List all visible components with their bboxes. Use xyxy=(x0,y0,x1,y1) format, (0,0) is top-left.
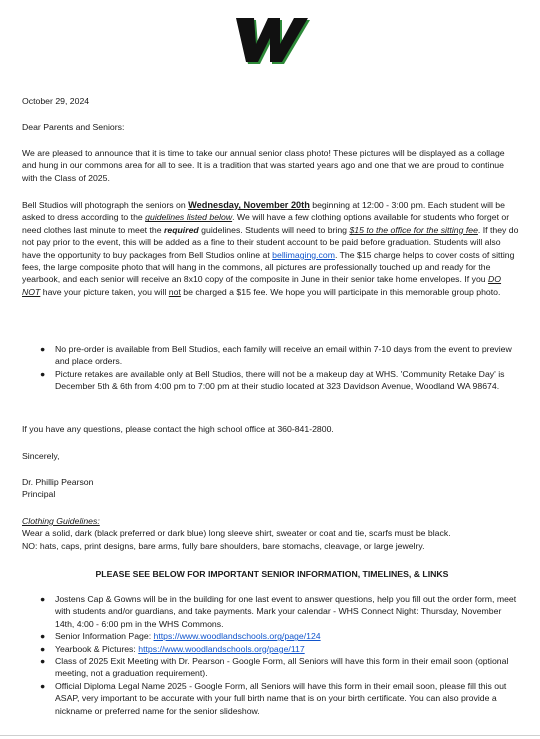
not-emphasis: not xyxy=(168,286,181,297)
closing: Sincerely, xyxy=(22,451,60,461)
bullet-icon: ● xyxy=(40,643,46,654)
signer-name: Dr. Phillip Pearson xyxy=(22,477,94,487)
list-item: ● No pre-order is available from Bell Studios, each family will receive an email within 7-10 days from the event to preview and place orders. xyxy=(40,344,512,367)
yearbook-link[interactable]: https://www.woodlandschools.org/page/117 xyxy=(138,643,305,654)
senior-info-list xyxy=(36,593,520,717)
senior-info-link[interactable]: https://www.woodlandschools.org/page/124 xyxy=(153,631,321,642)
list-item: ● Picture retakes are available only at Bell Studios, there will not be a makeup day at WHS. 'Community Retake Day' is December 5th & 6th from 4:00 pm to 7:00 pm at their studio located at 323 Davidson Avenue, Woodland WA 98674. xyxy=(40,368,505,392)
greeting: Dear Parents and Seniors: xyxy=(22,122,125,132)
bullet-icon: ● xyxy=(40,594,46,604)
bell-studios-paragraph: Bell Studios will photograph the seniors on Wednesday, November 20th beginning at 12:00 - 3:00 pm. Each student will be asked to dress according to the guidelines listed below. We will have a few clothing options available for students who forget or need clothes last minute to meet the required guidelines. Students will need to bring $15 to the office for the sitting fee. If they do not pay prior to the event, this will be added as a fine to their student account to be paid before graduation. Students will also have the opportunity to buy packages from Bell Studios online at bellimaging.com. The $15 charge helps to cover costs of sitting fees, the large composite photo that will hang in the commons, all pictures are professionally touched up and ready for the yearbook, and each senior will receive an 8x10 copy of the composite in June in their senior take home envelopes. If you DO NOT have your picture taken, you will not be charged a $15 fee. We hope you will participate in this memorable group photo. xyxy=(22,200,519,297)
intro-paragraph: We are pleased to announce that it is time to take our annual senior class photo! These pictures will be displayed as a collage and hung in our commons area for all to see. It is a tradition that was started years ago and one that we are proud to continue with the Class of 2025. xyxy=(22,148,505,183)
page-divider xyxy=(0,735,540,736)
list-item: ● Jostens Cap & Gowns will be in the building for one last event to answer questions, help you fill out the order form, meet with students and/or guardians, and take payments. Mark your calendar - WHS Connect Night: Thursday, November 14th, 4:00 - 6:00 pm in the WHS Commons. xyxy=(40,594,517,629)
list-item: ● Official Diploma Legal Name 2025 - Google Form, all Seniors will have this form in their email soon, please fill this out ASAP, very important to be accurate with your full birth name that is on your birth certificate. You can also provide a nickname or preferred name for the senior slideshow. xyxy=(40,680,507,716)
bullet-icon: ● xyxy=(40,680,46,691)
bullet-icon: ● xyxy=(40,631,46,642)
list-item: ● Class of 2025 Exit Meeting with Dr. Pearson - Google Form, all Seniors will have this form in their email soon (optional meeting, not a graduation requirement). xyxy=(40,656,509,679)
school-logo xyxy=(232,14,310,66)
w-logo-icon xyxy=(232,14,310,66)
do-not-emphasis: DO NOT xyxy=(22,274,502,297)
clothing-line: NO: hats, caps, print designs, bare arms, fully bare shoulders, bare stomachs, cleavage, or large jewelry. xyxy=(22,540,425,551)
letter-date: October 29, 2024 xyxy=(22,96,90,106)
questions-line: If you have any questions, please contact the high school office at 360-841-2800. xyxy=(22,424,334,434)
bellimaging-link[interactable]: bellimaging.com xyxy=(272,249,335,260)
bullet-icon: ● xyxy=(40,344,46,354)
sitting-fee: $15 to the office for the sitting fee xyxy=(349,224,478,235)
bullet-icon: ● xyxy=(40,368,46,379)
photo-date: Wednesday, November 20th xyxy=(188,200,310,210)
clothing-heading: Clothing Guidelines: xyxy=(22,516,100,526)
list-item: ● Yearbook & Pictures: https://www.woodlandschools.org/page/117 xyxy=(40,643,305,654)
required-emphasis: required xyxy=(163,224,199,235)
clothing-guidelines xyxy=(22,515,520,552)
list-item: ● Senior Information Page: https://www.woodlandschools.org/page/124 xyxy=(40,631,321,642)
guidelines-reference: guidelines listed below xyxy=(145,212,233,223)
signer-title: Principal xyxy=(22,489,56,500)
bullet-icon: ● xyxy=(40,656,46,667)
photo-info-list xyxy=(36,343,520,393)
signature-block xyxy=(22,476,93,501)
clothing-line: Wear a solid, dark (black preferred or dark blue) long sleeve shirt, sweater or coat and tie, scarfs must be black. xyxy=(22,528,451,539)
important-notice-heading: PLEASE SEE BELOW FOR IMPORTANT SENIOR INFORMATION, TIMELINES, & LINKS xyxy=(95,569,449,579)
